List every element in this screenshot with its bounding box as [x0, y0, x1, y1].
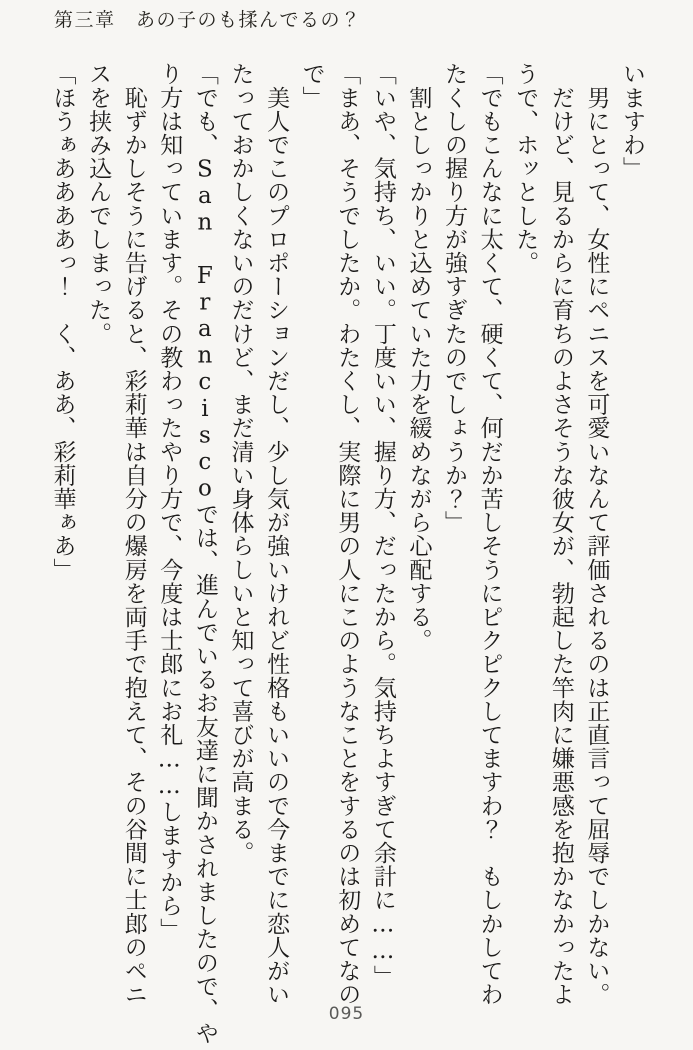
text-line: いますわ」	[619, 62, 645, 180]
text-line: たくしの握り方が強すぎたのでしょうか？」	[441, 62, 468, 534]
text-line: 美人でこのプロポーションだし、少し気が強いけれど性格もいいので今までに恋人がい	[263, 62, 290, 1006]
text-line: 恥ずかしそうに告げると、彩莉華は自分の爆房を両手で抱えて、その谷間に士郎のペニ	[120, 62, 147, 1006]
text-line: うで、ホッとした。	[512, 62, 539, 275]
text-line: 「いや、気持ち、いい。丁度いい、握り方、だったから。気持ちよすぎて余計に……」	[369, 62, 396, 989]
text-line: だけど、見るからに育ちのよさそうな彼女が、勃起した竿肉に嫌悪感を抱かなかったよ	[547, 62, 574, 1006]
text-line: で」	[298, 62, 325, 110]
text-line: り方は知っています。その教わったやり方で、今度は士郎にお礼……しますから」	[156, 62, 183, 942]
text-line: 「でも、San Franciscoでは、進んでいるお友達に聞かされましたので、や	[191, 62, 218, 1045]
text-line: 男にとって、女性にペニスを可愛いなんて評価されるのは正直言って屈辱でしかない。	[583, 62, 610, 1006]
text-line: スを挟み込んでしまった。	[85, 62, 112, 346]
page-number: 095	[328, 1004, 365, 1024]
text-line: 割としっかりと込めていた力を緩めながら心配する。	[405, 62, 432, 652]
text-line: たっておかしくないのだけど、まだ清い身体らしいと知って喜びが高まる。	[227, 62, 254, 865]
chapter-title: 第三章 あの子のも揉んでるの？	[54, 9, 362, 31]
text-line: 「ほうぁああああっ！ く、ああ、彩莉華ぁあ」	[49, 62, 76, 582]
text-line: 「でもこんなに太くて、硬くて、何だか苦しそうにピクピクしてますわ？ もしかしてわ	[476, 62, 503, 1006]
text-line: 「まあ、そうでしたか。わたくし、実際に男の人にこのようなことをするのは初めてなの	[334, 62, 361, 1006]
